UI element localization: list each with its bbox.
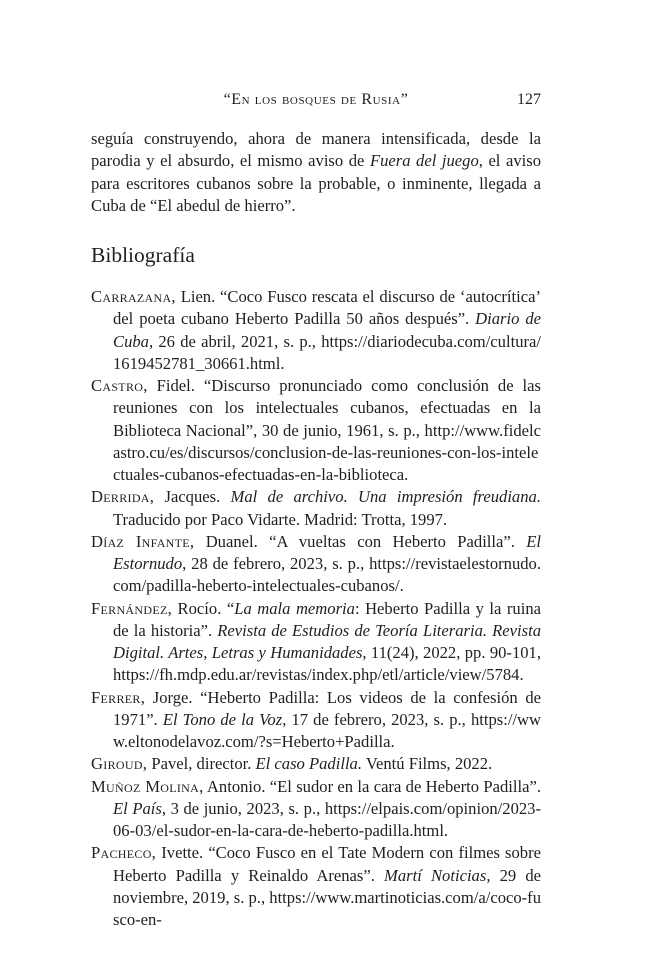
running-title: “En los bosques de Rusia” (223, 91, 409, 108)
bibliography-heading: Bibliografía (91, 243, 195, 267)
entry-text: Rocío. “ (172, 598, 235, 618)
entry-url: https://diariodecuba.com/cultura/1619452781_30661.html. (113, 331, 541, 373)
entry-text: : Heberto Padilla y la ruina de la historia”. (113, 598, 541, 640)
entry-text: Traducido por Paco Vidarte. Madrid: Trotta, 1997. (113, 509, 448, 529)
intro-paragraph (91, 128, 541, 217)
entry-text: Ivette. “Coco Fusco en el Tate Modern con filmes sobre Heberto Padilla y Reinaldo Arenas”. (113, 843, 541, 885)
bibliography-list (91, 286, 541, 931)
entry-url: https://fh.mdp.edu.ar/revistas/index.php/etl/article/view/5784. (113, 665, 524, 685)
entry-author: Fernández, (91, 598, 173, 618)
bibliography-entry (91, 842, 541, 931)
entry-author: Carrazana, (91, 287, 176, 306)
entry-text: , 3 de junio, 2023, s. p., (161, 798, 325, 818)
entry-author: Giroud, (91, 754, 148, 774)
entry-url: https://www.martinoticias.com/a/coco-fusco-en- (113, 887, 541, 929)
bibliography-entry (91, 598, 541, 687)
entry-text: , 17 de febrero, 2023, s. p., (282, 709, 471, 729)
intro-text: , el aviso para escritores cubanos sobre la probable, o inminente, llegada a Cuba de “El abedul de hierro”. (91, 151, 541, 215)
entry-italic: El Estornudo (113, 531, 542, 573)
entry-italic: El País (113, 798, 162, 818)
entry-author: Díaz Infante, (91, 531, 195, 551)
entry-text: , 29 de noviembre, 2019, s. p., (113, 865, 542, 907)
bibliography-entry (91, 375, 541, 486)
bibliography-entry (91, 687, 541, 754)
entry-italic: Martí Noticias (384, 865, 487, 885)
entry-author: Derrida, (91, 487, 155, 507)
entry-text: Antonio. “El sudor en la cara de Heberto Padilla”. (203, 776, 541, 796)
entry-author: Pacheco, (91, 843, 157, 863)
entry-text: , 11(24), 2022, pp. 90-101, (362, 643, 541, 662)
entry-text: Fidel. “Discurso pronunciado como conclusión de las reuniones con los intelectuales cubanos, efectuadas en la Biblioteca Nacional”, 30 de junio, 1961, s. p., (113, 376, 541, 440)
intro-text: seguía construyendo, ahora de manera intensificada, desde la parodia y el absurdo, el mismo aviso de (91, 129, 541, 171)
entry-text: , 26 de abril, 2021, s. p., (148, 331, 322, 351)
intro-italic-title: Fuera del juego (369, 151, 479, 171)
entry-text: , 28 de febrero, 2023, s. p., (182, 554, 370, 573)
entry-url: https://revistaelestornudo.com/padilla-heberto-intelectuales-cubanos/. (113, 554, 541, 596)
entry-italic: Mal de archivo. Una impresión freudiana. (230, 487, 541, 507)
entry-url: http://www.fidelcastro.cu/es/discursos/conclusion-de-las-reuniones-con-los-intelectuales-cubanos-efectuadas-en-la-biblioteca. (113, 420, 541, 484)
entry-text: Duanel. “A vueltas con Heberto Padilla”. (194, 531, 527, 551)
entry-text: Jacques. (154, 487, 231, 507)
entry-italic: Revista de Estudios de Teoría Literaria. Revista Digital. Artes, Letras y Humanidades (113, 620, 542, 662)
page-number: 127 (517, 91, 541, 108)
entry-italic: Diario de Cuba (113, 309, 541, 351)
entry-url: https://elpais.com/opinion/2023-06-03/el-sudor-en-la-cara-de-heberto-padilla.html. (113, 798, 541, 840)
bibliography-entry (91, 286, 541, 375)
bibliography-entry (91, 531, 541, 598)
entry-author: Ferrer, (91, 687, 146, 707)
entry-text: Pavel, director. (147, 754, 256, 774)
entry-italic: La mala memoria (234, 598, 355, 618)
entry-url: https://www.eltonodelavoz.com/?s=Heberto+Padilla. (113, 709, 542, 751)
entry-text: Ventú Films, 2022. (362, 754, 493, 774)
entry-text: Jorge. “Heberto Padilla: Los videos de la confesión de 1971”. (113, 687, 541, 729)
bibliography-entry (91, 486, 541, 531)
bibliography-entry (91, 776, 541, 843)
bibliography-entry (91, 753, 541, 775)
running-header (91, 91, 541, 113)
entry-italic: El Tono de la Voz (162, 709, 283, 729)
entry-italic: El caso Padilla. (255, 754, 362, 774)
entry-author: Muñoz Molina, (91, 776, 204, 796)
entry-author: Castro, (91, 376, 148, 395)
entry-text: Lien. “Coco Fusco rescata el discurso de ‘autocrítica’ del poeta cubano Heberto Padilla 50 años después”. (113, 287, 541, 329)
